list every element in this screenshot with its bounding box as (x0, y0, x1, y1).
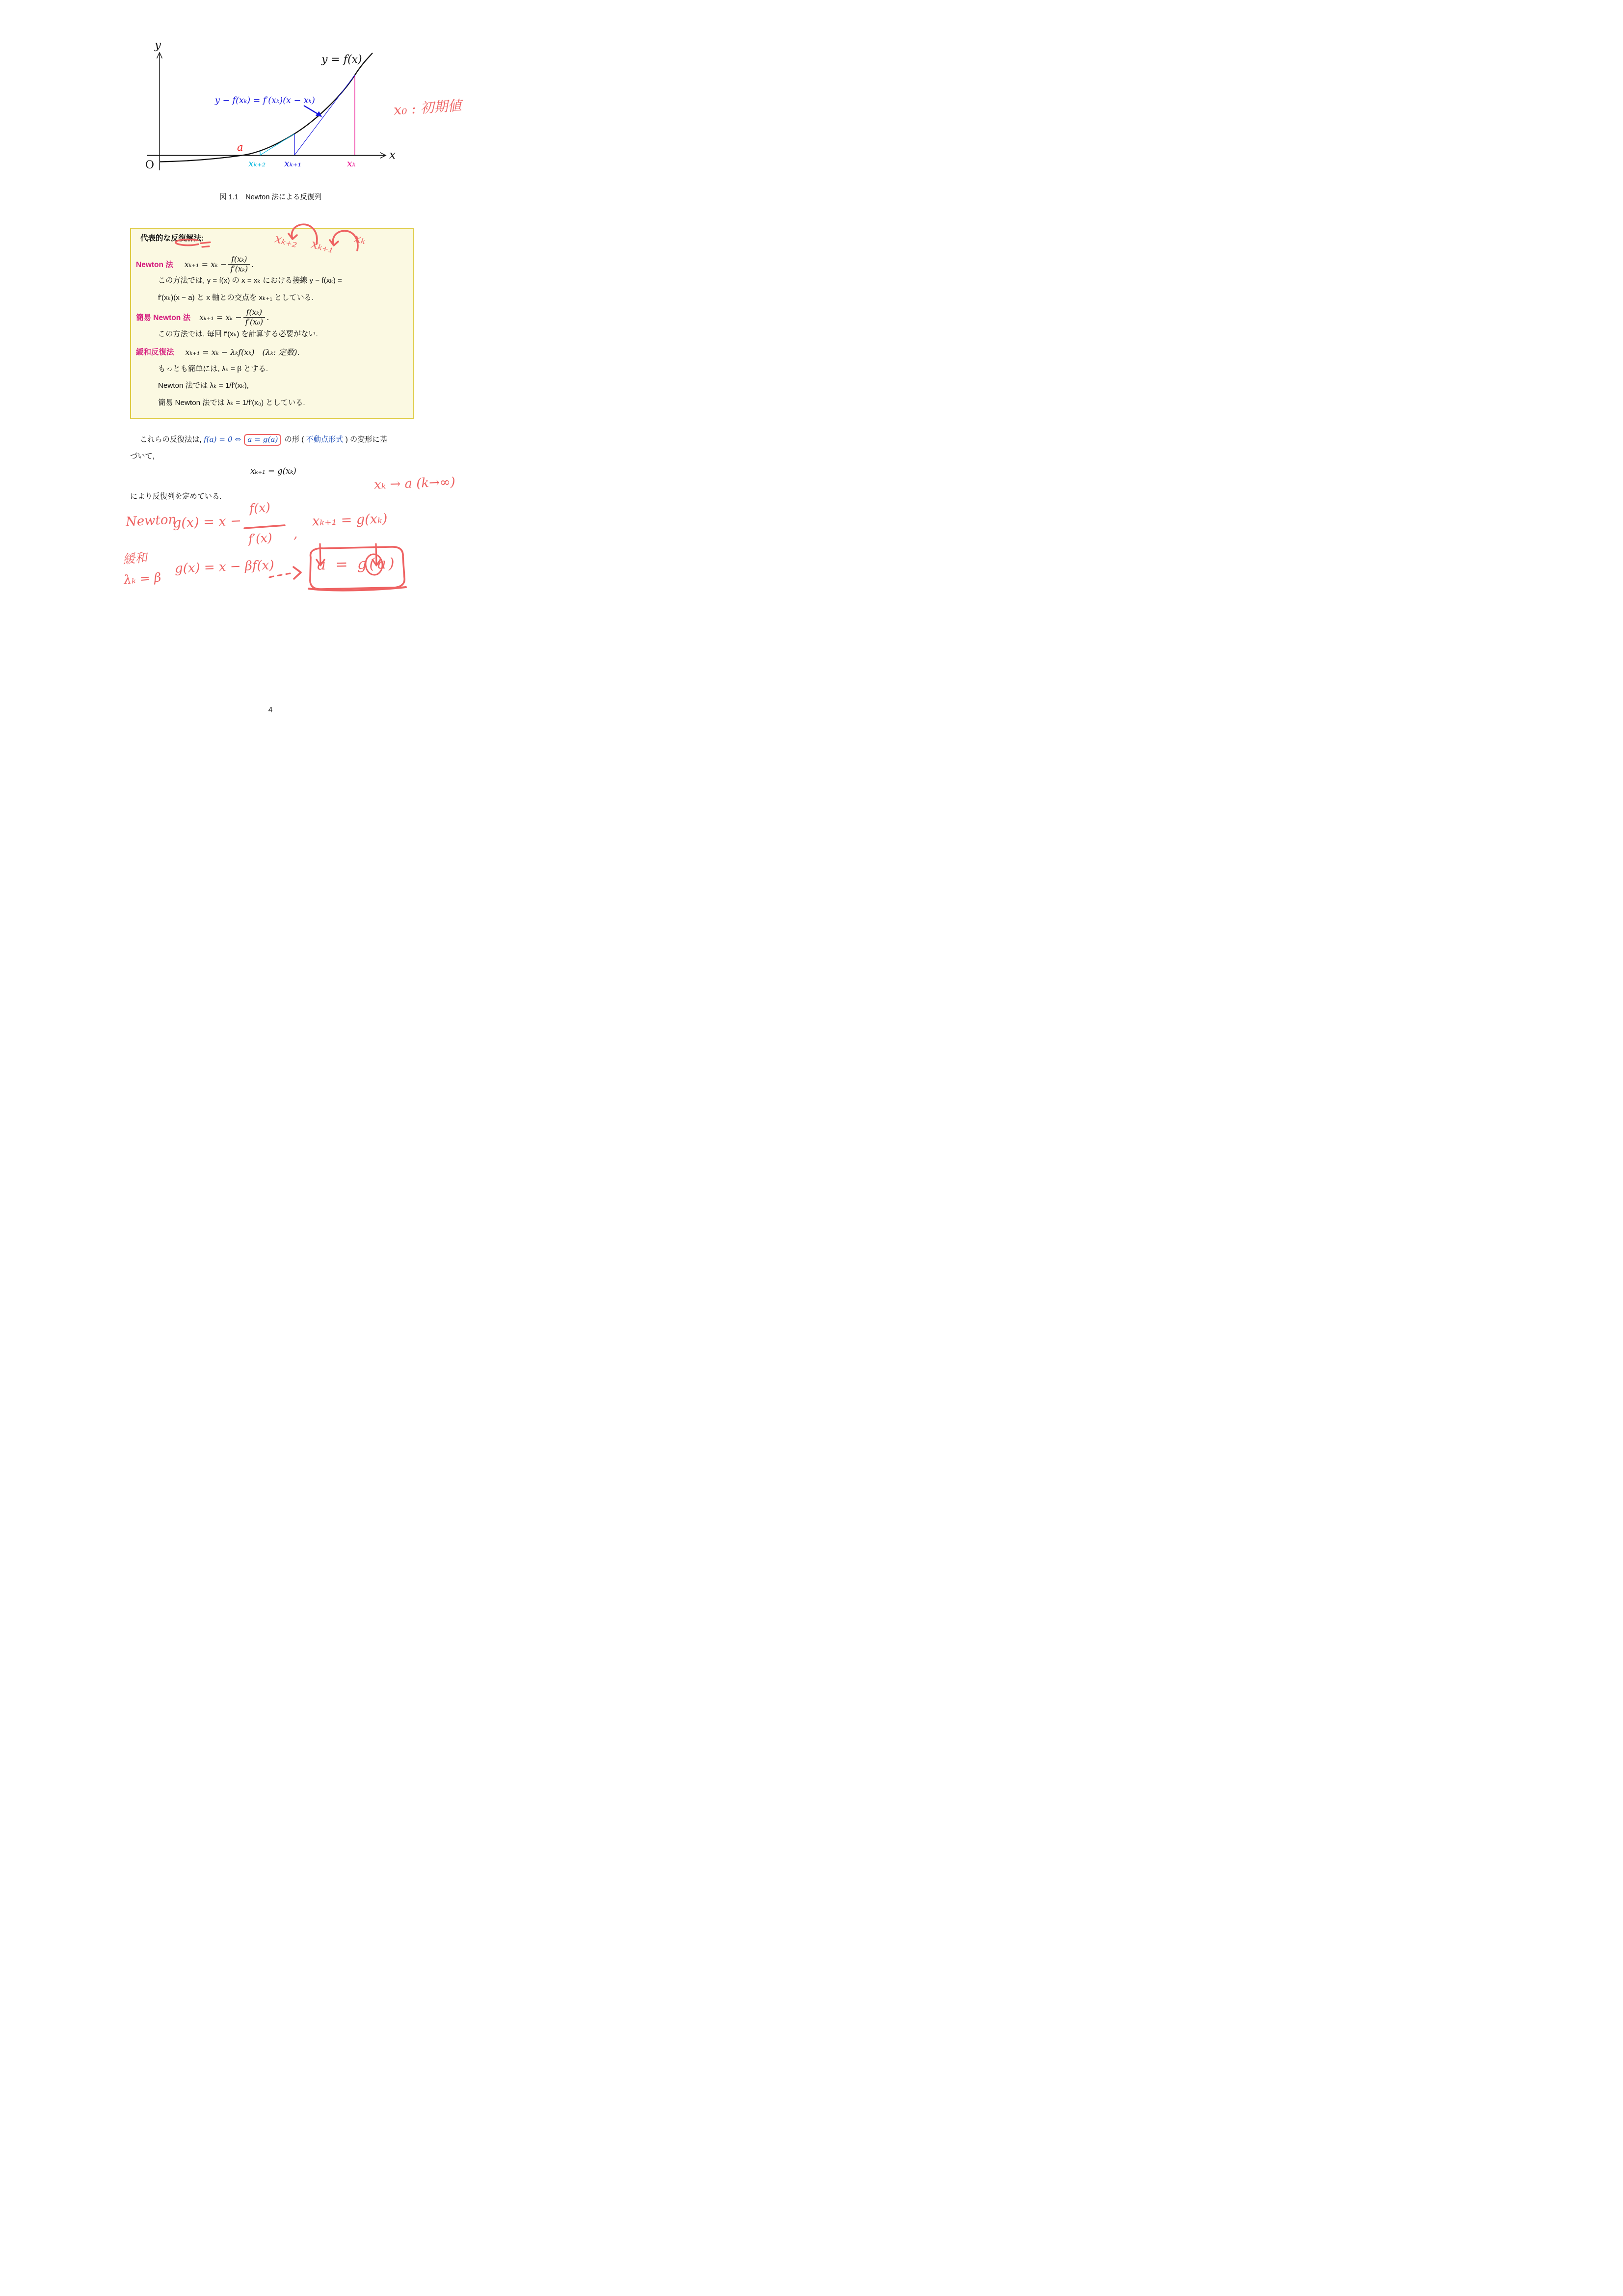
tangent-equation-label: y − f(xₖ) = f′(xₖ)(x − xₖ) (215, 96, 315, 106)
method-simplified-newton-label: 簡易 Newton 法 (136, 314, 191, 322)
handwritten-newton-iteration: xₖ₊₁ = g(xₖ) (312, 511, 388, 529)
method-relaxation-row (136, 343, 300, 360)
method-newton-fraction (228, 255, 250, 273)
fixed-point-paragraph-line2: づいて, (130, 452, 155, 460)
handwritten-newton-frac-denominator: f′(x) (248, 530, 273, 546)
paragraph-text: ) の変形に基 (345, 435, 387, 444)
dashed-arrow-segments (269, 573, 290, 577)
handwritten-comma: , (293, 526, 298, 541)
handwritten-kanwa-formula: g(x) = x − βf(x) (174, 558, 274, 576)
handwritten-fixed-point-equation: a = g(a) (317, 555, 397, 574)
method-simplified-newton-note: この方法では, 毎回 f′(xₖ) を計算する必要がない. (158, 330, 318, 338)
method-newton-note-2: f′(xₖ)(x − a) と x 軸との交点を xₖ₊₁ としている. (158, 294, 314, 302)
x-axis-label: x (389, 149, 396, 162)
methods-box-heading: 代表的な反復解法: (140, 234, 204, 243)
dashed-arrow-head (293, 567, 301, 579)
handwritten-newton-frac-numerator: f(x) (249, 500, 271, 516)
method-newton-label: Newton 法 (136, 261, 173, 269)
handwritten-newton-label: Newton (125, 512, 177, 530)
tangent-line-at-xk (294, 75, 355, 155)
method-newton-formula-tail: . (251, 259, 254, 269)
method-simplified-newton-row (136, 303, 269, 331)
handwritten-xk2-label: xₖ₊₂ (273, 231, 299, 251)
method-simplified-newton-fraction (243, 308, 265, 326)
method-relaxation-formula: xₖ₊₁ = xₖ − λₖf(xₖ) (λₖ: 定数). (185, 347, 300, 357)
fixed-point-paragraph-line1 (130, 434, 417, 445)
page-number: 4 (268, 706, 273, 714)
methods-box (130, 228, 414, 419)
y-axis-label: y (155, 39, 161, 52)
handwritten-newton-gx: g(x) = x − (172, 513, 242, 531)
fixed-point-equation: f(a) = 0 ⇔ (203, 435, 241, 444)
fraction-denominator: f′(xₖ) (228, 264, 250, 274)
result-box-underline (309, 587, 406, 591)
handwritten-xk-label: xₖ (353, 230, 367, 247)
method-newton-note-1: この方法では, y = f(x) の x = xₖ における接線 y − f(xₖ) = (158, 276, 342, 285)
method-relaxation-label: 緩和反復法 (136, 348, 174, 356)
fraction-numerator: f(xₖ) (246, 307, 263, 317)
method-relaxation-note-3: 簡易 Newton 法では λₖ = 1/f′(x₀) としている. (158, 399, 305, 407)
tangent-line-at-xk1 (260, 134, 294, 156)
handwritten-kanwa-label: 緩和 (122, 550, 148, 567)
equation-pointer-arrow (304, 106, 319, 115)
document-page (0, 0, 541, 765)
method-newton-formula-lhs: xₖ₊₁ = xₖ − (184, 259, 227, 269)
iteration-display-formula: xₖ₊₁ = g(xₖ) (250, 466, 296, 476)
fixed-point-form-term: 不動点形式 (306, 435, 344, 444)
method-simplified-newton-formula-lhs: xₖ₊₁ = xₖ − (199, 312, 242, 322)
paragraph-text: これらの反復法は, (140, 435, 204, 444)
tick-label-xk1: xₖ₊₁ (284, 158, 302, 169)
method-relaxation-note-2: Newton 法では λₖ = 1/f′(xₖ), (158, 381, 249, 390)
paragraph-text: の形 ( (284, 435, 304, 444)
method-newton-row (136, 250, 254, 278)
origin-label: O (145, 159, 155, 171)
fixed-point-paragraph-line3: により反復列を定めている. (130, 492, 222, 501)
function-curve (160, 53, 372, 162)
figure-caption: 図 1.1 Newton 法による反復列 (219, 193, 321, 201)
fraction-numerator: f(xₖ) (231, 254, 247, 264)
handwritten-initial-value-note: x₀ : 初期値 (393, 97, 462, 118)
method-simplified-newton-formula-tail: . (266, 312, 269, 322)
tick-label-xk2: xₖ₊₂ (248, 158, 266, 169)
fixed-point-boxed-equation: a = g(a) (244, 434, 281, 446)
curve-label: y = f(x) (321, 54, 362, 66)
method-relaxation-note-1: もっとも簡単には, λₖ = β とする. (158, 365, 268, 373)
handwritten-xk1-label: xₖ₊₁ (310, 236, 336, 256)
fraction-denominator: f′(x₀) (243, 317, 265, 327)
handwritten-lambda-note: λₖ = β (123, 570, 162, 587)
handwritten-fraction-bar (244, 525, 285, 528)
tick-label-xk: xₖ (347, 158, 356, 169)
handwritten-limit-note: xₖ → a (k→∞) (373, 475, 456, 492)
root-label: a (237, 141, 243, 153)
